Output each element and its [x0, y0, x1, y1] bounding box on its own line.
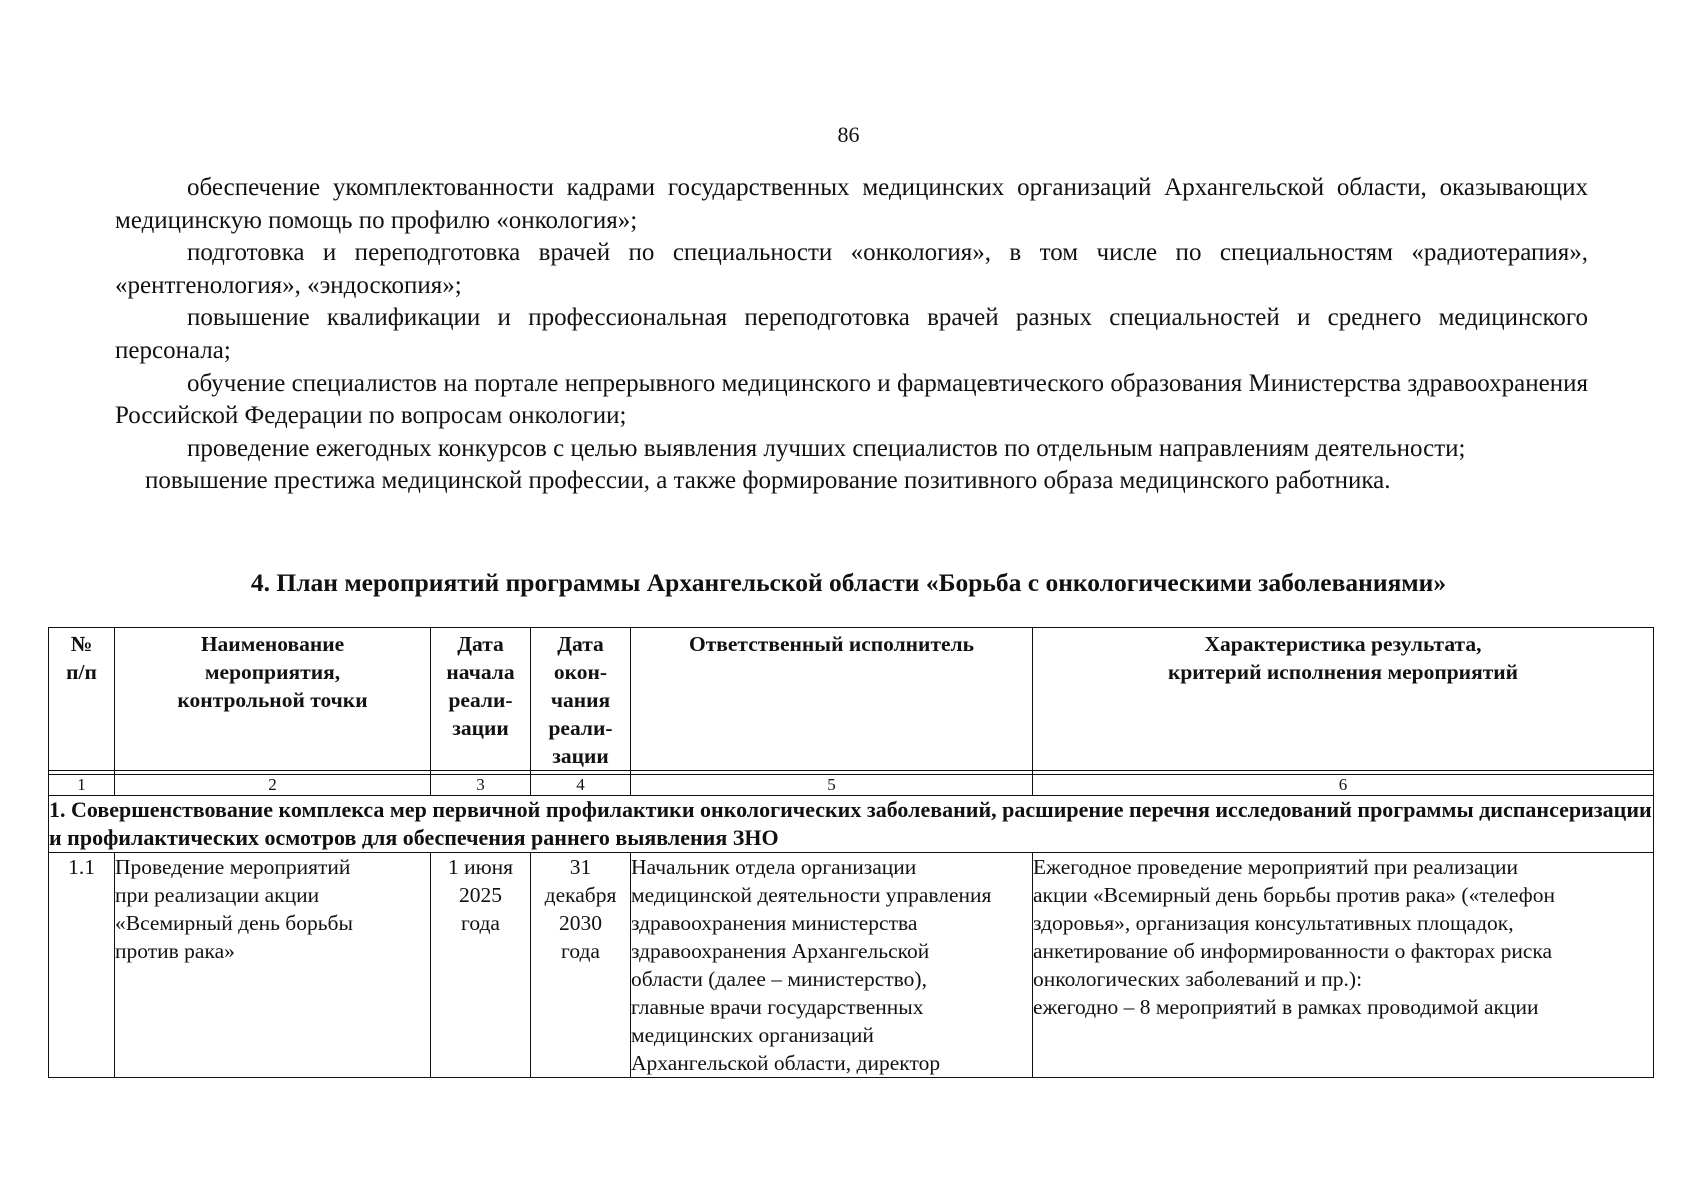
row-name: Проведение мероприятий при реализации акции «Всемирный день борьбы против рака» [115, 853, 431, 1078]
table-header-row [49, 628, 1654, 771]
table-group-row [49, 796, 1654, 853]
row-result: Ежегодное проведение мероприятий при реализации акции «Всемирный день борьбы против рака» («телефон здоровья», организация консультативных площадок, анкетирование об информированности о факторах риска онкологических заболеваний и пр.): ежегодно – 8 мероприятий в рамках проводимой акции [1033, 853, 1654, 1078]
intro-paragraph: повышение квалификации и профессиональная переподготовка врачей разных специальностей и среднего медицинского персонала; [115, 304, 1588, 364]
header-name: Наименование мероприятия, контрольной точки [115, 628, 431, 771]
header-responsible: Ответственный исполнитель [631, 628, 1033, 771]
column-number-row [49, 775, 1654, 796]
action-plan-table [48, 627, 1654, 1078]
column-number: 2 [115, 775, 431, 796]
header-start-date: Дата начала реали- зации [431, 628, 531, 771]
column-number: 1 [49, 775, 115, 796]
header-result: Характеристика результата, критерий исполнения мероприятий [1033, 628, 1654, 771]
column-number: 5 [631, 775, 1033, 796]
intro-paragraph: обучение специалистов на портале непрерывного медицинского и фармацевтического образования Министерства здравоохранения Российской Федерации по вопросам онкологии; [115, 369, 1588, 430]
column-number: 3 [431, 775, 531, 796]
intro-text [115, 172, 1588, 498]
intro-paragraph: обеспечение укомплектованности кадрами государственных медицинских организаций Архангельской области, оказывающих медицинскую помощь по профилю «онкология»; [115, 174, 1588, 234]
row-start-date: 1 июня 2025 года [431, 853, 531, 1078]
group-title: 1. Совершенствование комплекса мер первичной профилактики онкологических заболеваний, расширение перечня исследований программы диспансеризации и профилактических осмотров для обеспечения раннего выявления ЗНО [49, 796, 1654, 853]
header-num: № п/п [49, 628, 115, 771]
page-number: 86 [837, 122, 860, 147]
column-number: 6 [1033, 775, 1654, 796]
row-end-date: 31 декабря 2030 года [531, 853, 631, 1078]
intro-paragraph: проведение ежегодных конкурсов с целью выявления лучших специалистов по отдельным направлениям деятельности; [187, 434, 1466, 462]
table-row [49, 853, 1654, 1078]
row-num: 1.1 [49, 853, 115, 1078]
intro-paragraph: подготовка и переподготовка врачей по специальности «онкология», в том числе по специальностям «радиотерапия», «рентгенология», «эндоскопия»; [115, 239, 1588, 299]
row-responsible: Начальник отдела организации медицинской деятельности управления здравоохранения министерства здравоохранения Архангельской области (далее – министерство), главные врачи государственных медицинских организаций Архангельской области, директор [631, 853, 1033, 1078]
section-title: 4. План мероприятий программы Архангельской области «Борьба с онкологическими заболеваниями» [250, 568, 1447, 597]
column-number: 4 [531, 775, 631, 796]
intro-paragraph: повышение престижа медицинской профессии, а также формирование позитивного образа медицинского работника. [145, 467, 1391, 495]
header-end-date: Дата окон- чания реали- зации [531, 628, 631, 771]
